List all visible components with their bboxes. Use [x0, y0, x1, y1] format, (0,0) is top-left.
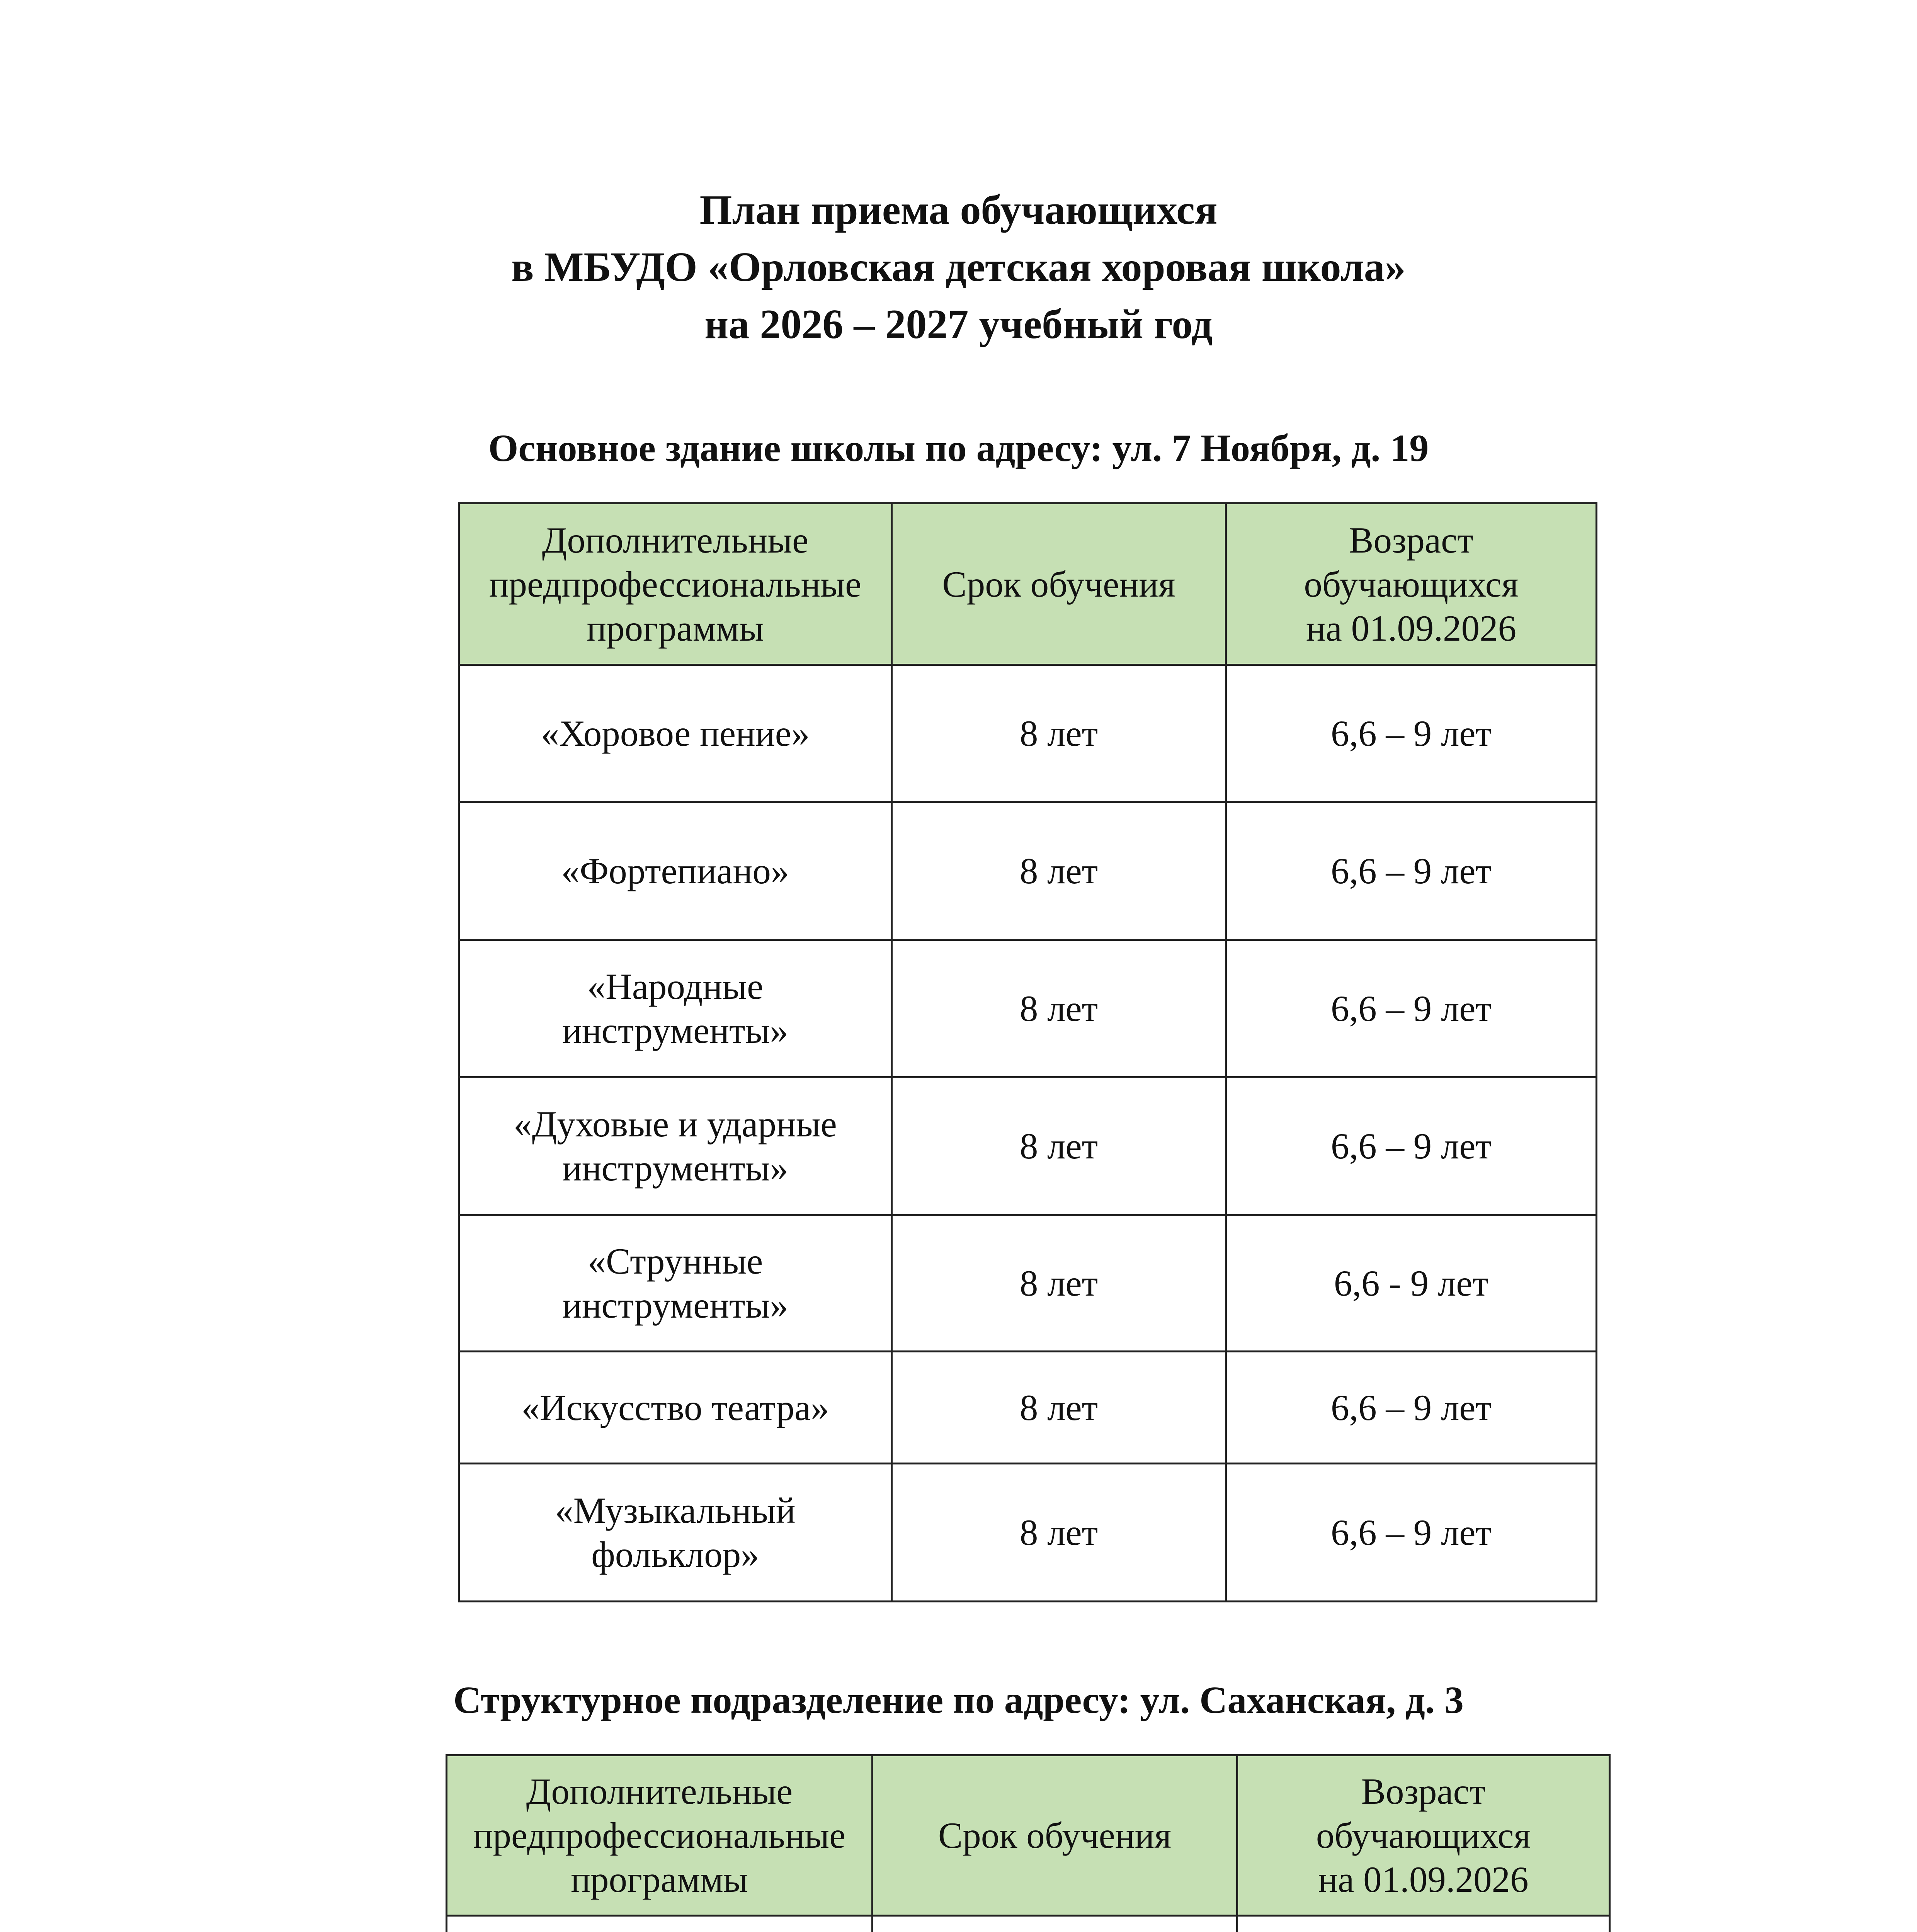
program-cell: «Струнные инструменты»: [459, 1215, 892, 1352]
program-cell: «Народные инструменты»: [459, 940, 892, 1077]
age-cell: 6,6 – 9 лет: [1226, 940, 1597, 1077]
age-cell: 6,6 – 9 лет: [1226, 665, 1597, 802]
duration-cell: 8 лет: [892, 665, 1226, 802]
program-cell: «Музыкальный фольклор»: [459, 1464, 892, 1602]
table-row: [459, 1077, 1597, 1215]
table-row: [447, 1916, 1610, 1932]
duration-cell: 8 лет: [892, 1352, 1226, 1464]
duration-cell: 8 лет: [892, 802, 1226, 940]
table-row: [459, 802, 1597, 940]
column-header-age: Возраст обучающихся на 01.09.2026: [1226, 503, 1597, 665]
admission-table-branch: [446, 1754, 1611, 1932]
program-cell: [447, 1916, 873, 1932]
duration-cell: 8 лет: [892, 1215, 1226, 1352]
section-heading-branch: Структурное подразделение по адресу: ул. Саханская, д. 3: [453, 1679, 1464, 1721]
admission-table-main-building: [458, 502, 1597, 1602]
section-heading-main-building: Основное здание школы по адресу: ул. 7 Ноября, д. 19: [488, 427, 1429, 469]
column-header-duration: Срок обучения: [873, 1755, 1237, 1916]
duration-cell: 8 лет: [892, 940, 1226, 1077]
table-header-row: [459, 503, 1597, 665]
age-cell: 6,6 - 9 лет: [1226, 1215, 1597, 1352]
column-header-programs: Дополнительные предпрофессиональные программы: [447, 1755, 873, 1916]
program-cell: «Фортепиано»: [459, 802, 892, 940]
table-row: [459, 1215, 1597, 1352]
age-cell: 6,6 – 9 лет: [1226, 1077, 1597, 1215]
document-title: [0, 182, 1917, 353]
title-line: План приема обучающихся: [699, 187, 1218, 233]
table-header-row: [447, 1755, 1610, 1916]
duration-cell: 8 лет: [892, 1464, 1226, 1602]
age-cell: 6,6 – 9 лет: [1226, 1464, 1597, 1602]
column-header-programs: Дополнительные предпрофессиональные программы: [459, 503, 892, 665]
program-cell: «Духовые и ударные инструменты»: [459, 1077, 892, 1215]
age-cell: [1237, 1916, 1610, 1932]
age-cell: 6,6 – 9 лет: [1226, 1352, 1597, 1464]
table-row: [459, 1352, 1597, 1464]
table-row: [459, 1464, 1597, 1602]
duration-cell: 8 лет: [892, 1077, 1226, 1215]
title-line: в МБУДО «Орловская детская хоровая школа»: [511, 244, 1406, 290]
title-line: на 2026 – 2027 учебный год: [704, 301, 1213, 347]
column-header-duration: Срок обучения: [892, 503, 1226, 665]
program-cell: «Искусство театра»: [459, 1352, 892, 1464]
duration-cell: [873, 1916, 1237, 1932]
age-cell: 6,6 – 9 лет: [1226, 802, 1597, 940]
program-cell: «Хоровое пение»: [459, 665, 892, 802]
table-row: [459, 940, 1597, 1077]
table-row: [459, 665, 1597, 802]
column-header-age: Возраст обучающихся на 01.09.2026: [1237, 1755, 1610, 1916]
